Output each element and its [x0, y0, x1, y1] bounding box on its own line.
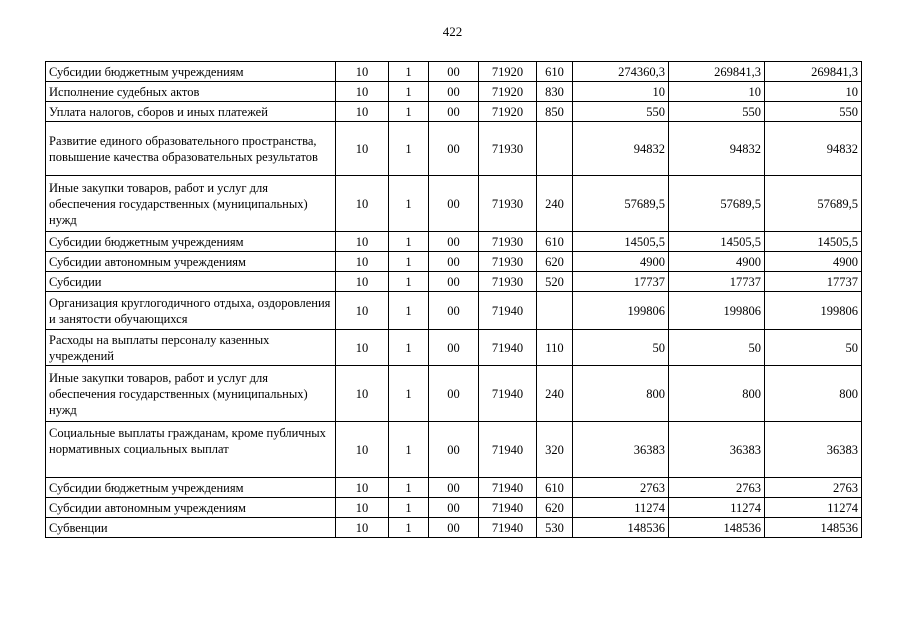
code-article: 71920 [479, 62, 537, 82]
code-article: 71940 [479, 366, 537, 422]
row-name: Субсидии бюджетным учреждениям [46, 478, 336, 498]
code-expense-type: 530 [537, 518, 573, 538]
code-article: 71920 [479, 102, 537, 122]
amount-1: 4900 [573, 252, 669, 272]
code-section: 10 [336, 82, 389, 102]
amount-1: 148536 [573, 518, 669, 538]
code-program: 00 [429, 330, 479, 366]
code-expense-type: 610 [537, 232, 573, 252]
code-section: 10 [336, 232, 389, 252]
code-program: 00 [429, 292, 479, 330]
code-article: 71930 [479, 122, 537, 176]
table-row [46, 518, 862, 538]
amount-2: 94832 [669, 122, 765, 176]
amount-2: 10 [669, 82, 765, 102]
code-subsection: 1 [389, 330, 429, 366]
code-expense-type: 240 [537, 366, 573, 422]
code-program: 00 [429, 272, 479, 292]
row-name: Субсидии бюджетным учреждениям [46, 232, 336, 252]
amount-3: 14505,5 [765, 232, 862, 252]
code-program: 00 [429, 366, 479, 422]
row-name: Организация круглогодичного отдыха, оздоровления и занятости обучающихся [46, 292, 336, 330]
amount-1: 550 [573, 102, 669, 122]
row-name: Субсидии [46, 272, 336, 292]
table-row [46, 82, 862, 102]
row-name: Субсидии бюджетным учреждениям [46, 62, 336, 82]
table-row [46, 232, 862, 252]
amount-3: 550 [765, 102, 862, 122]
code-section: 10 [336, 252, 389, 272]
amount-3: 17737 [765, 272, 862, 292]
code-expense-type: 610 [537, 62, 573, 82]
table-row [46, 478, 862, 498]
code-subsection: 1 [389, 366, 429, 422]
code-section: 10 [336, 518, 389, 538]
code-program: 00 [429, 122, 479, 176]
table-row [46, 498, 862, 518]
page-number: 422 [442, 24, 463, 39]
amount-2: 2763 [669, 478, 765, 498]
code-article: 71940 [479, 422, 537, 478]
code-subsection: 1 [389, 292, 429, 330]
amount-3: 10 [765, 82, 862, 102]
amount-1: 17737 [573, 272, 669, 292]
table-row [46, 62, 862, 82]
code-section: 10 [336, 366, 389, 422]
amount-3: 800 [765, 366, 862, 422]
code-article: 71930 [479, 252, 537, 272]
code-article: 71940 [479, 518, 537, 538]
amount-1: 50 [573, 330, 669, 366]
code-subsection: 1 [389, 498, 429, 518]
code-subsection: 1 [389, 102, 429, 122]
amount-3: 36383 [765, 422, 862, 478]
amount-1: 57689,5 [573, 176, 669, 232]
code-program: 00 [429, 232, 479, 252]
code-expense-type: 110 [537, 330, 573, 366]
amount-3: 94832 [765, 122, 862, 176]
table-row [46, 122, 862, 176]
code-program: 00 [429, 82, 479, 102]
code-program: 00 [429, 478, 479, 498]
amount-2: 269841,3 [669, 62, 765, 82]
code-program: 00 [429, 62, 479, 82]
code-subsection: 1 [389, 62, 429, 82]
amount-3: 199806 [765, 292, 862, 330]
row-name: Уплата налогов, сборов и иных платежей [46, 102, 336, 122]
table-row [46, 292, 862, 330]
table-row [46, 252, 862, 272]
code-program: 00 [429, 422, 479, 478]
table-row [46, 176, 862, 232]
code-subsection: 1 [389, 478, 429, 498]
amount-2: 50 [669, 330, 765, 366]
amount-2: 14505,5 [669, 232, 765, 252]
code-subsection: 1 [389, 232, 429, 252]
code-expense-type: 240 [537, 176, 573, 232]
amount-2: 57689,5 [669, 176, 765, 232]
code-program: 00 [429, 498, 479, 518]
budget-table [45, 61, 862, 538]
code-program: 00 [429, 102, 479, 122]
code-section: 10 [336, 498, 389, 518]
code-section: 10 [336, 62, 389, 82]
amount-2: 550 [669, 102, 765, 122]
row-name: Расходы на выплаты персоналу казенных учреждений [46, 330, 336, 366]
amount-1: 2763 [573, 478, 669, 498]
code-program: 00 [429, 252, 479, 272]
code-subsection: 1 [389, 176, 429, 232]
amount-1: 11274 [573, 498, 669, 518]
code-expense-type: 520 [537, 272, 573, 292]
code-expense-type: 830 [537, 82, 573, 102]
table-row [46, 272, 862, 292]
amount-1: 274360,3 [573, 62, 669, 82]
code-expense-type: 610 [537, 478, 573, 498]
amount-3: 50 [765, 330, 862, 366]
amount-2: 199806 [669, 292, 765, 330]
code-section: 10 [336, 292, 389, 330]
code-subsection: 1 [389, 82, 429, 102]
code-expense-type: 850 [537, 102, 573, 122]
amount-1: 94832 [573, 122, 669, 176]
code-article: 71930 [479, 272, 537, 292]
amount-3: 11274 [765, 498, 862, 518]
code-section: 10 [336, 272, 389, 292]
code-subsection: 1 [389, 252, 429, 272]
code-section: 10 [336, 102, 389, 122]
row-name: Социальные выплаты гражданам, кроме публичных нормативных социальных выплат [46, 422, 336, 478]
code-subsection: 1 [389, 518, 429, 538]
code-expense-type: 620 [537, 498, 573, 518]
code-expense-type [537, 292, 573, 330]
code-subsection: 1 [389, 122, 429, 176]
row-name: Иные закупки товаров, работ и услуг для обеспечения государственных (муниципальных) нужд [46, 176, 336, 232]
code-article: 71940 [479, 498, 537, 518]
code-article: 71930 [479, 232, 537, 252]
code-section: 10 [336, 422, 389, 478]
code-program: 00 [429, 518, 479, 538]
code-section: 10 [336, 122, 389, 176]
row-name: Субсидии автономным учреждениям [46, 252, 336, 272]
amount-3: 269841,3 [765, 62, 862, 82]
code-subsection: 1 [389, 422, 429, 478]
table-row [46, 366, 862, 422]
code-expense-type: 620 [537, 252, 573, 272]
code-expense-type: 320 [537, 422, 573, 478]
row-name: Субвенции [46, 518, 336, 538]
code-program: 00 [429, 176, 479, 232]
amount-3: 4900 [765, 252, 862, 272]
amount-2: 800 [669, 366, 765, 422]
code-section: 10 [336, 478, 389, 498]
code-section: 10 [336, 176, 389, 232]
table-row [46, 330, 862, 366]
amount-2: 36383 [669, 422, 765, 478]
code-article: 71930 [479, 176, 537, 232]
amount-1: 36383 [573, 422, 669, 478]
amount-1: 10 [573, 82, 669, 102]
table-row [46, 422, 862, 478]
amount-3: 2763 [765, 478, 862, 498]
row-name: Исполнение судебных актов [46, 82, 336, 102]
amount-2: 4900 [669, 252, 765, 272]
row-name: Развитие единого образовательного пространства, повышение качества образовательных результатов [46, 122, 336, 176]
amount-3: 57689,5 [765, 176, 862, 232]
row-name: Иные закупки товаров, работ и услуг для обеспечения государственных (муниципальных) нужд [46, 366, 336, 422]
amount-1: 800 [573, 366, 669, 422]
code-section: 10 [336, 330, 389, 366]
code-article: 71920 [479, 82, 537, 102]
amount-3: 148536 [765, 518, 862, 538]
table-row [46, 102, 862, 122]
code-subsection: 1 [389, 272, 429, 292]
code-article: 71940 [479, 292, 537, 330]
row-name: Субсидии автономным учреждениям [46, 498, 336, 518]
amount-2: 11274 [669, 498, 765, 518]
code-article: 71940 [479, 478, 537, 498]
amount-1: 14505,5 [573, 232, 669, 252]
code-article: 71940 [479, 330, 537, 366]
code-expense-type [537, 122, 573, 176]
amount-2: 17737 [669, 272, 765, 292]
amount-2: 148536 [669, 518, 765, 538]
amount-1: 199806 [573, 292, 669, 330]
